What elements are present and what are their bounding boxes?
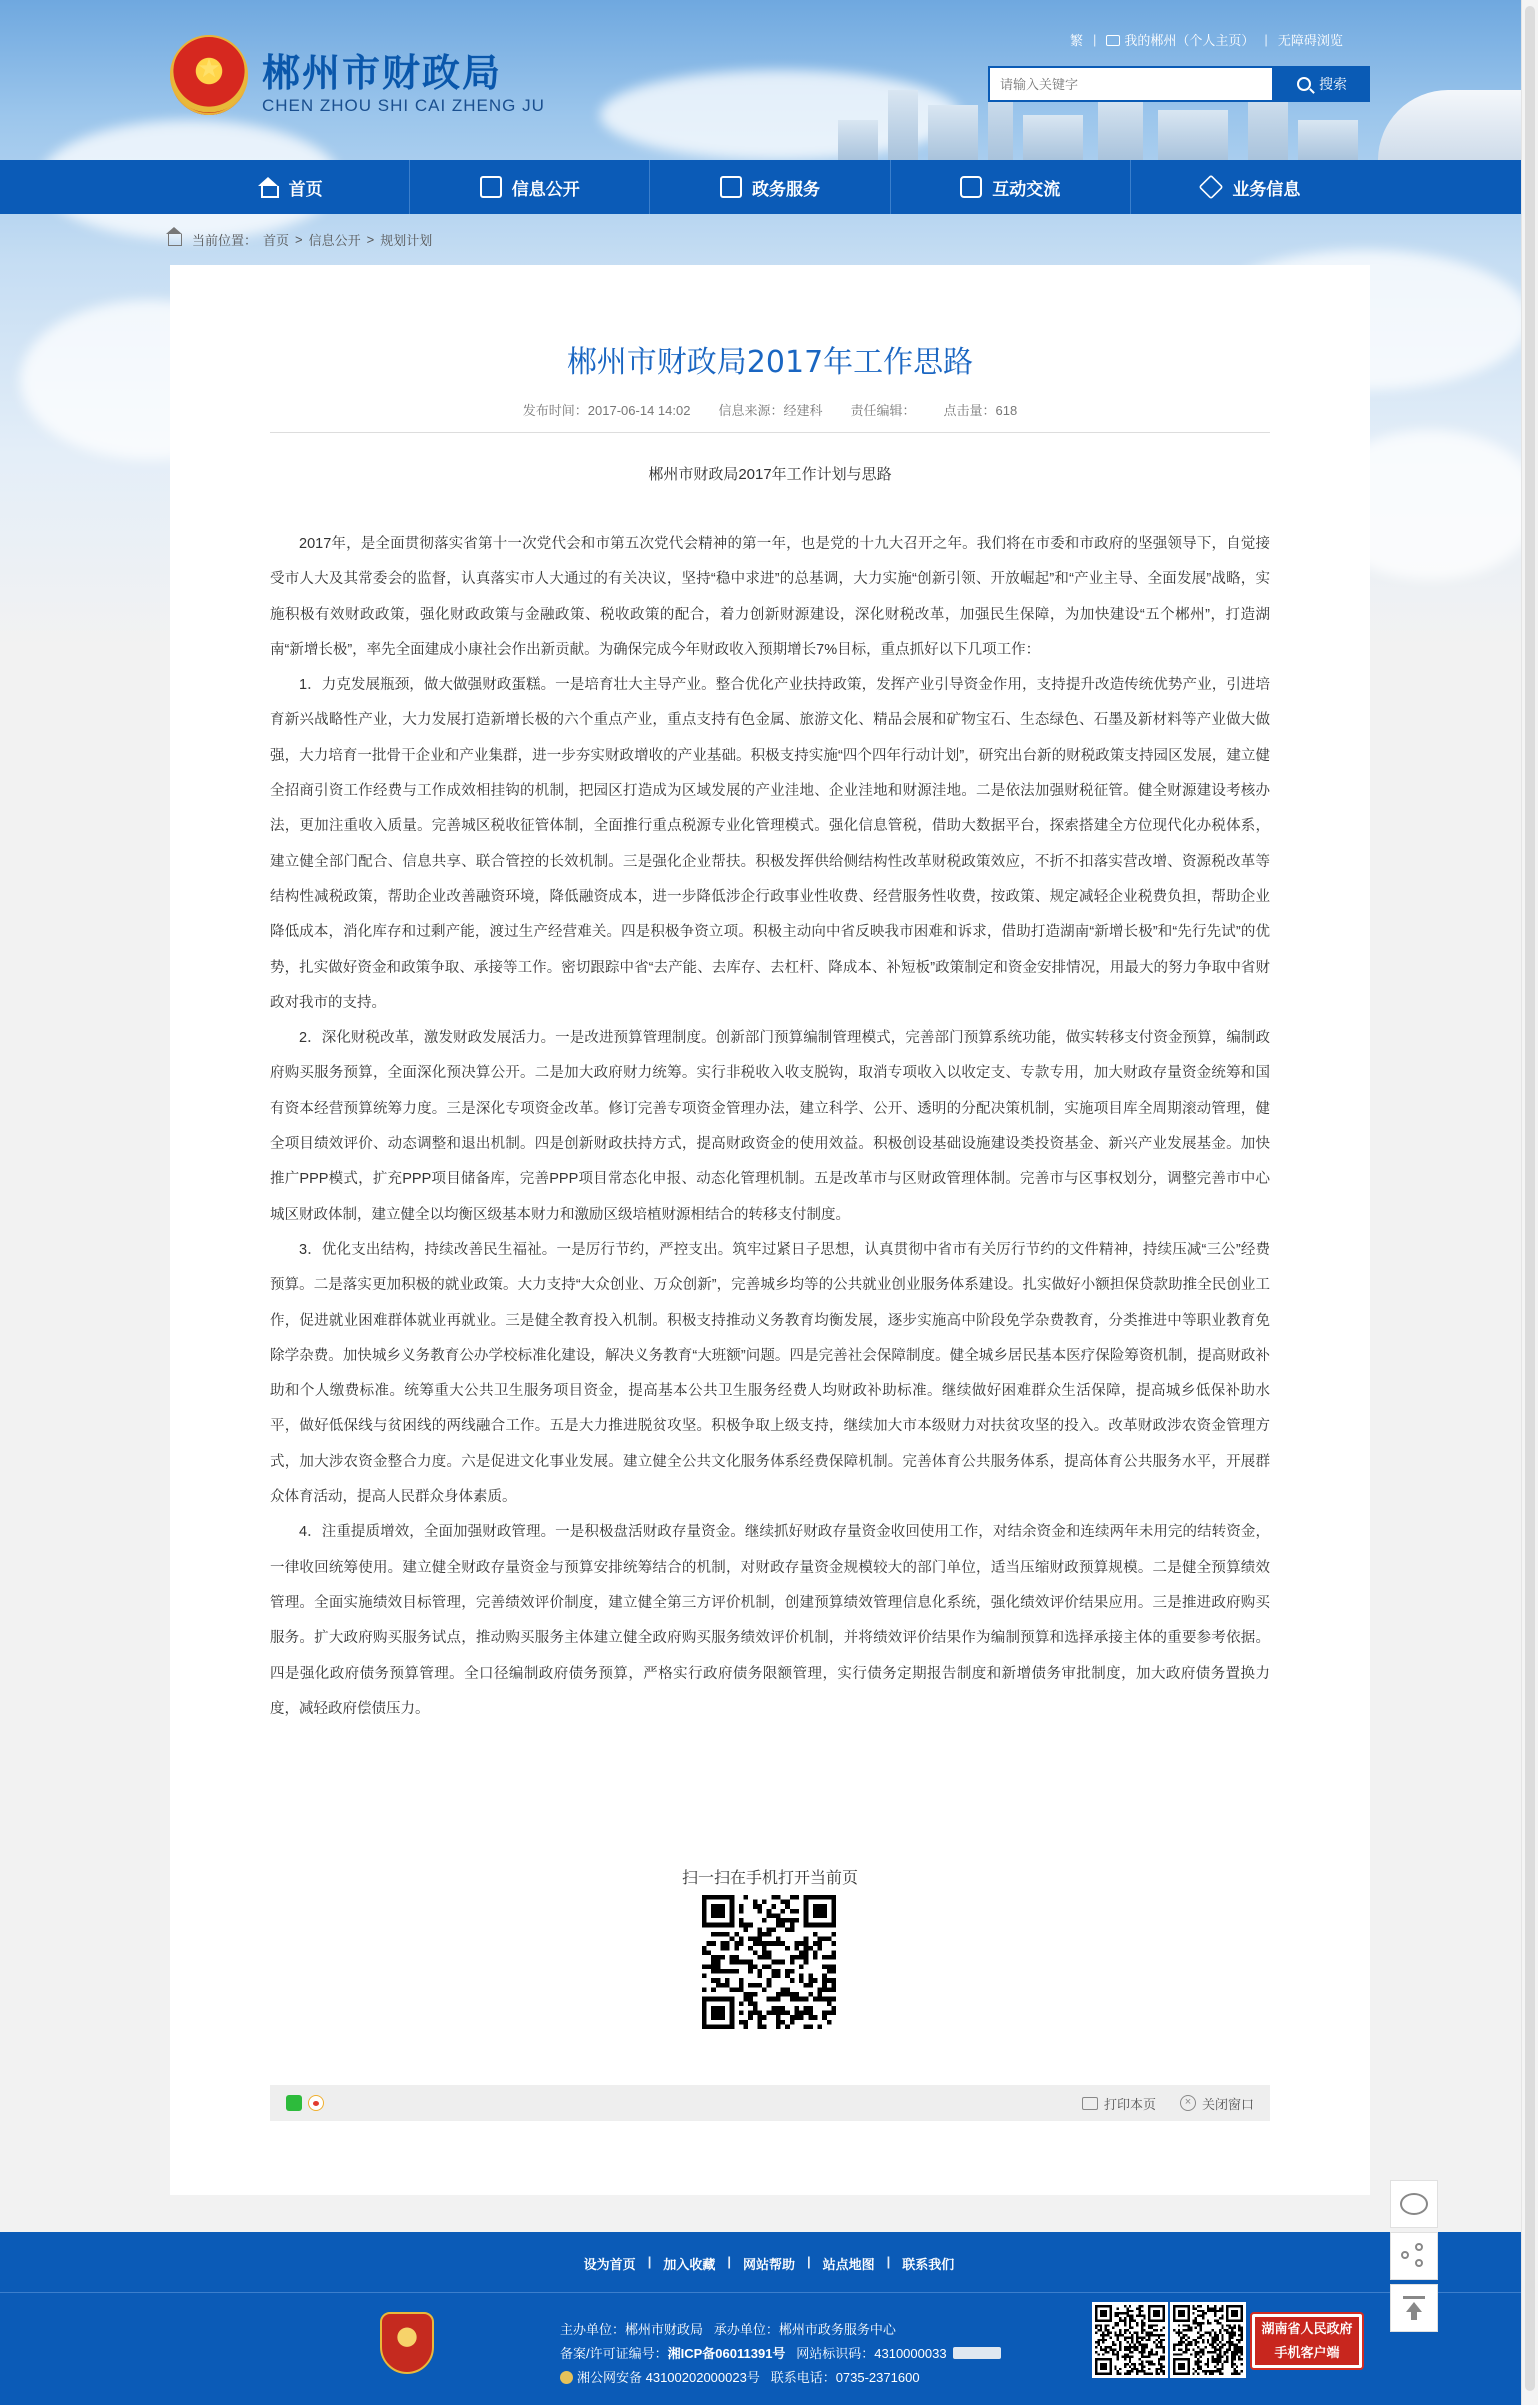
info-source: 信息来源：经建科 bbox=[718, 403, 823, 418]
wechat-share-icon[interactable] bbox=[286, 2095, 302, 2111]
traditional-chinese-link[interactable]: 繁 bbox=[1070, 33, 1084, 48]
vertical-scrollbar[interactable] bbox=[1521, 0, 1538, 2405]
site-title: 郴州市财政局 bbox=[262, 51, 503, 95]
article-title: 郴州市财政局2017年工作思路 bbox=[566, 345, 974, 380]
police-badge-icon bbox=[560, 2371, 573, 2384]
printer-icon bbox=[1082, 2097, 1098, 2110]
paragraph: 2017年，是全面贯彻落实省第十一次党代会和市第五次党代会精神的第一年，也是党的十九大召开之年。我们将在市委和市政府的坚强领导下，自觉接受市人大及其常委会的监督，认真落实市人大通过的有关决议，坚持“稳中求进”的总基调，大力实施“创新引领、开放崛起”和“产业主导、全面发展”战略，实施积极有效财政政策，强化财政政策与金融政策、税收政策的配合，着力创新财源建设，深化财税改革，加强民生保障，为加快建设“五个郴州”，打造湖南“新增长极”，率先全面建成小康社会作出新贡献。为确保完成今年财政收入预期增长7%目标，重点抓好以下几项工作： bbox=[270, 536, 1270, 658]
hunan-gov-app-badge[interactable]: 湖南省人民政府 手机客户端 bbox=[1250, 2312, 1364, 2370]
footer-add-favorite[interactable]: 加入收藏 bbox=[663, 2257, 716, 2272]
breadcrumb-info-disclosure[interactable]: 信息公开 bbox=[308, 233, 361, 248]
footer-info: 主办单位：郴州市财政局 承办单位：郴州市政务服务中心 备案/许可证编号：湘ICP备06011391号 网站标识码：4310000033 湘公网安备 43100202000023号 联系电话：0735-2371600 bbox=[560, 2318, 1001, 2390]
nav-business-info[interactable]: 业务信息 bbox=[1131, 160, 1370, 214]
layers-icon bbox=[1199, 175, 1224, 200]
float-wechat-button[interactable] bbox=[1390, 2180, 1438, 2228]
publish-time: 发布时间：2017-06-14 14:02 bbox=[522, 403, 691, 418]
search-input[interactable] bbox=[988, 66, 1274, 102]
nav-interaction[interactable]: 互动交流 bbox=[891, 160, 1131, 214]
nav-home[interactable]: 首页 bbox=[170, 160, 410, 214]
paragraph: 3．优化支出结构，持续改善民生福祉。一是厉行节约，严控支出。筑牢过紧日子思想，认真贯彻中省市有关厉行节约的文件精神，持续压减“三公”经费预算。二是落实更加积极的就业政策。大力支持“大众创业、万众创新”，完善城乡均等的公共就业创业服务体系建设。扎实做好小额担保贷款助推全民创业工作，促进就业困难群体就业再就业。三是健全教育投入机制。积极支持推动义务教育均衡发展，逐步实施高中阶段免学杂费教育，分类推进中等职业教育免除学杂费。加快城乡义务教育公办学校标准化建设，解决义务教育“大班额”问题。四是完善社会保障制度。健全城乡居民基本医疗保险筹资机制，提高财政补助和个人缴费标准。统筹重大公共卫生服务项目资金，提高基本公共卫生服务经费人均财政补助标准。继续做好困难群众生活保障，提高城乡低保补助水平，做好低保线与贫困线的两线融合工作。五是大力推进脱贫攻坚。积极争取上级支持，继续加大市本级财力对扶贫攻坚的投入。改革财政涉农资金管理方式，加大涉农资金整合力度。六是促进文化事业发展。建立健全公共文化服务体系经费保障机制。完善体育公共服务体系，提高体育公共服务水平，开展群众体育活动，提高人民群众身体素质。 bbox=[270, 1241, 1270, 1506]
top-links: 繁 | 我的郴州（个人主页） | 无障碍浏览 bbox=[1070, 32, 1343, 48]
site-header bbox=[0, 0, 1538, 160]
back-to-top-button[interactable] bbox=[1390, 2284, 1438, 2332]
scrollbar-thumb[interactable] bbox=[1525, 6, 1535, 2391]
national-emblem bbox=[170, 35, 248, 115]
search-button[interactable]: 搜索 bbox=[1274, 66, 1370, 102]
site-footer bbox=[0, 2232, 1538, 2405]
chat-icon bbox=[960, 176, 982, 198]
ipv6-icon bbox=[953, 2347, 1001, 2359]
paragraph: 1．力克发展瓶颈，做大做强财政蛋糕。一是培育壮大主导产业。整合优化产业扶持政策，发挥产业引导资金作用，支持提升改造传统优势产业，引进培育新兴战略性产业，大力发展打造新增长极的六个重点产业，重点支持有色金属、旅游文化、精品会展和矿物宝石、生态绿色、石墨及新材料等产业做大做强，大力培育一批骨干企业和产业集群，进一步夯实财政增收的产业基础。积极支持实施“四个四年行动计划”，研究出台新的财税政策支持园区发展，建立健全招商引资工作经费与工作成效相挂钩的机制，把园区打造成为区域发展的产业洼地、企业洼地和财源洼地。二是依法加强财税征管。健全财源建设考核办法，更加注重收入质量。完善城区税收征管体制，全面推行重点税源专业化管理模式。强化信息管税，借助大数据平台，探索搭建全方位现代化办税体系，建立健全部门配合、信息共享、联合管控的长效机制。三是强化企业帮扶。积极发挥供给侧结构性改革财税政策效应，不折不扣落实营改增、资源税改革等结构性减税政策，帮助企业改善融资环境，降低融资成本，进一步降低涉企行政事业性收费、经营服务性收费，按政策、规定减轻企业税费负担，帮助企业降低成本，消化库存和过剩产能，渡过生产经营难关。四是积极争资立项。积极主动向中省反映我市困难和诉求，借助打造湖南“新增长极”和“先行先试”的优势，扎实做好资金和政策争取、承接等工作。密切跟踪中省“去产能、去库存、去杠杆、降成本、补短板”政策制定和资金安排情况，用最大的努力争取中省财政对我市的支持。 bbox=[270, 677, 1270, 1011]
my-homepage-link[interactable]: 我的郴州（个人主页） bbox=[1106, 30, 1254, 49]
party-government-badge[interactable] bbox=[380, 2312, 434, 2374]
paragraph: 2．深化财税改革，激发财政发展活力。一是改进预算管理制度。创新部门预算编制管理模式，完善部门预算系统功能，做实转移支付资金预算，编制政府购买服务预算，全面深化预决算公开。二是加大政府财力统筹。实行非税收入收支脱钩，取消专项收入以收定支、专款专用，加大财政存量资金统筹和国有资本经营预算统筹力度。三是深化专项资金改革。修订完善专项资金管理办法，建立科学、公开、透明的分配决策机制，实施项目库全周期滚动管理，健全项目绩效评价、动态调整和退出机制。四是创新财政扶持方式，提高财政资金的使用效益。积极创设基础设施建设类投资基金、新兴产业发展基金。加快推广PPP模式，扩充PPP项目储备库，完善PPP项目常态化申报、动态化管理机制。五是改革市与区财政管理体制。完善市与区事权划分，调整完善市中心城区财政体制，建立健全以均衡区级基本财力和激励区级培植财源相结合的转移支付制度。 bbox=[270, 1030, 1270, 1223]
arrow-up-icon bbox=[1403, 2296, 1425, 2320]
breadcrumb: 当前位置： 首页 > 信息公开 > 规划计划 bbox=[168, 230, 432, 249]
nav-government-services[interactable]: 政务服务 bbox=[650, 160, 890, 214]
wechat-icon bbox=[1400, 2193, 1428, 2215]
footer-undertaker: 承办单位：郴州市政务服务中心 bbox=[713, 2322, 896, 2337]
home-icon bbox=[168, 234, 182, 246]
article-meta bbox=[170, 400, 1370, 419]
weibo-share-icon[interactable] bbox=[308, 2095, 324, 2111]
qr-caption: 扫一扫在手机打开当前页 bbox=[681, 1870, 858, 1887]
page-qr-code bbox=[702, 1895, 836, 2029]
share-bar bbox=[270, 2085, 1270, 2121]
print-button[interactable]: 打印本页 bbox=[1082, 2094, 1156, 2113]
article-card bbox=[170, 265, 1370, 2195]
document-icon bbox=[480, 176, 502, 198]
accessibility-link[interactable]: 无障碍浏览 bbox=[1277, 33, 1343, 48]
footer-links: 设为首页 | 加入收藏 | 网站帮助 | 站点地图 | 联系我们 bbox=[583, 2254, 955, 2272]
footer-phone: 联系电话：0735-2371600 bbox=[770, 2370, 920, 2385]
paragraph: 4．注重提质增效，全面加强财政管理。一是积极盘活财政存量资金。继续抓好财政存量资金收回使用工作，对结余资金和连续两年未用完的结转资金，一律收回统筹使用。建立健全财政存量资金与预算安排统筹结合的机制，对财政存量资金规模较大的部门单位，适当压缩财政预算规模。二是健全预算绩效管理。全面实施绩效目标管理，完善绩效评价制度，建立健全第三方评价机制，创建预算绩效管理信息化系统，强化绩效评价结果应用。三是推进政府购买服务。扩大政府购买服务试点，推动购买服务主体建立健全政府购买服务绩效评价机制，并将绩效评价结果作为编制预算和选择承接主体的重要参考依据。四是强化政府债务预算管理。全口径编制政府债务预算，严格实行政府债务限额管理，实行债务定期报告制度和新增债务审批制度，加大政府债务置换力度，减轻政府偿债压力。 bbox=[270, 1524, 1270, 1717]
footer-qr-code-weixin bbox=[1092, 2302, 1168, 2378]
site-pinyin: CHEN ZHOU SHI CAI ZHENG JU bbox=[262, 96, 545, 115]
share-icon bbox=[1401, 2243, 1427, 2269]
footer-sitemap[interactable]: 站点地图 bbox=[822, 2257, 875, 2272]
edit-icon bbox=[720, 176, 742, 198]
breadcrumb-home[interactable]: 首页 bbox=[263, 233, 290, 248]
article-body bbox=[270, 527, 1270, 1727]
close-icon: × bbox=[1180, 2095, 1196, 2111]
article-subtitle: 郴州市财政局2017年工作计划与思路 bbox=[648, 466, 892, 483]
site-code: 网站标识码：4310000033 bbox=[796, 2346, 947, 2361]
footer-contact[interactable]: 联系我们 bbox=[902, 2257, 955, 2272]
divider bbox=[270, 432, 1270, 433]
footer-set-homepage[interactable]: 设为首页 bbox=[583, 2257, 636, 2272]
search-icon bbox=[1297, 77, 1311, 91]
footer-help[interactable]: 网站帮助 bbox=[742, 2257, 795, 2272]
editor: 责任编辑： bbox=[850, 403, 916, 418]
float-share-button[interactable] bbox=[1390, 2232, 1438, 2280]
icp-link[interactable]: 湘ICP备06011391号 bbox=[667, 2346, 786, 2361]
close-window-button[interactable]: × 关闭窗口 bbox=[1180, 2094, 1254, 2113]
chat-icon bbox=[1106, 35, 1120, 46]
police-record[interactable]: 湘公网安备 43100202000023号 bbox=[577, 2370, 760, 2385]
click-count: 点击量：618 bbox=[943, 403, 1018, 418]
breadcrumb-planning[interactable]: 规划计划 bbox=[380, 233, 433, 248]
home-icon bbox=[257, 176, 279, 198]
footer-host: 主办单位：郴州市财政局 bbox=[560, 2322, 704, 2337]
nav-info-disclosure[interactable]: 信息公开 bbox=[410, 160, 650, 214]
main-nav bbox=[0, 160, 1538, 214]
footer-qr-code-app bbox=[1170, 2302, 1246, 2378]
